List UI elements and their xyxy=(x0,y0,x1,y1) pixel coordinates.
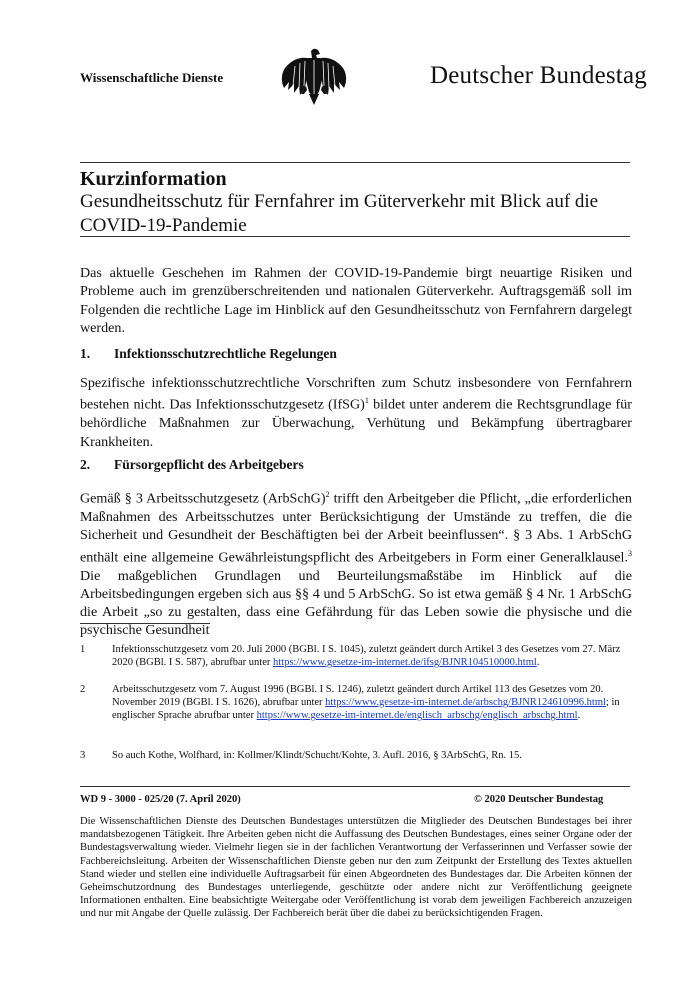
document-type: Kurzinformation xyxy=(80,168,227,190)
footnote-text: Infektionsschutzgesetz vom 20. Juli 2000 (BGBl. I S. 1045), zuletzt geändert durch Artikel 3 des Gesetzes vom 27. März 2020 (BGBl. I S. 587), abrufbar unter xyxy=(112,644,621,668)
page-title: Gesundheitsschutz für Fernfahrer im Güterverkehr mit Blick auf die COVID-19-Pandemie xyxy=(80,191,599,236)
section-1-text: Spezifische infektionsschutzrechtliche Vorschriften zum Schutz insbesondere von Fernfahrern bestehen nicht. Das Infektionsschutzgesetz (IfSG) xyxy=(80,375,632,413)
footnote-tail: . xyxy=(577,710,581,721)
header-institution: Deutscher Bundestag xyxy=(430,62,647,89)
footnote-link[interactable]: https://www.gesetze-im-internet.de/ifsg/BJNR104510000.html xyxy=(272,657,537,668)
copyright: © 2020 Deutscher Bundestag xyxy=(474,794,604,805)
footnote-ref-2[interactable]: 2 xyxy=(325,490,330,499)
title-rule-top xyxy=(80,162,630,163)
footnote-ref-3[interactable]: 3 xyxy=(628,548,632,558)
disclaimer: Die Wissenschaftlichen Dienste des Deutschen Bundestages unterstützen die Mitglieder des Deutschen Bundestages bei ihrer mandatsbezogenen Tätigkeit. Ihre Arbeiten geben nicht die Auffassung des Deutschen Bundestages, eines seiner Organe oder der Bundestagsverwaltung wieder. Vielmehr liegen sie in der fachlichen Verantwortung der Verfasserinnen und Verfasser sowie der Fachbereichsleitung. Arbeiten der Wissenschaftlichen Dienste geben nur den zum Zeitpunkt der Erstellung des Textes aktuellen Stand wieder und stellen eine individuelle Auftragsarbeit für einen Abgeordneten des Bundestages dar. Die Arbeiten können der Geheimschutzordnung des Bundestages unterliegende, geschützte oder andere nicht zur Veröffentlichung geeignete Informationen enthalten. Eine beabsichtigte Weitergabe oder Veröffentlichung ist vorab dem jeweiligen Fachbereich anzuzeigen und nur mit Angabe der Quelle zulässig. Der Fachbereich berät über die dabei zu berücksichtigenden Fragen. xyxy=(80,816,632,920)
federal-eagle-icon xyxy=(275,46,353,106)
section-2-heading xyxy=(80,457,304,473)
footnote-text: Arbeitsschutzgesetz vom 7. August 1996 (BGBl. I S. 1246), zuletzt geändert durch Artikel 113 des Gesetzes vom 20. November 2019 (BGBl. I S. 1626), abrufbar unter xyxy=(112,684,604,708)
footnote-text: So auch Kothe, Wolfhard, in: Kollmer/Klindt/Schucht/Kohte, 3. Aufl. 2016, § 3ArbSchG, Rn. 15. xyxy=(112,750,522,761)
footnote-number: 2 xyxy=(80,684,86,695)
footnote-separator xyxy=(80,623,210,624)
section-1-title: Infektionsschutzrechtliche Regelungen xyxy=(114,346,337,361)
section-1-heading xyxy=(80,346,337,362)
footnote-link[interactable]: https://www.gesetze-im-internet.de/arbschg/BJNR124610996.html xyxy=(325,697,606,708)
footnote-2 xyxy=(80,683,632,722)
section-1-paragraph xyxy=(80,374,632,451)
section-2-text-cont: trifft den Arbeitgeber die Pflicht, „die erforderlichen Maßnahmen des Arbeitsschutzes unter Berücksichtigung der Umstände zu treffen, die die Sicherheit und Gesundheit der Beschäftigten bei der Arbeit beeinflussen“. § 3 Abs. 1 ArbSchG enthält eine allgemeine Gewährleistungspflicht des Arbeitgebers in Form einer Generalklausel. xyxy=(80,490,632,566)
title-rule-bottom xyxy=(80,236,630,237)
footer-rule xyxy=(80,786,630,787)
footnote-1 xyxy=(80,643,632,669)
intro-paragraph: Das aktuelle Geschehen im Rahmen der COVID-19-Pandemie birgt neuartige Risiken und Probleme auch im grenzüberschreitenden und nationalen Güterverkehr. Auftragsgemäß soll im Folgenden die rechtliche Lage im Hinblick auf den Gesundheitsschutz von Fernfahrern dargelegt werden. xyxy=(80,265,632,336)
footnote-3 xyxy=(80,749,632,762)
footnote-number: 3 xyxy=(80,750,86,761)
section-1-number: 1. xyxy=(80,346,91,361)
section-2-text: Gemäß § 3 Arbeitsschutzgesetz (ArbSchG) xyxy=(80,490,326,507)
section-2-text-end: Die maßgeblichen Grundlagen und Beurteilungsmaßstäbe im Hinblick auf die Arbeitsbedingungen ergeben sich aus §§ 4 und 5 ArbSchG. So ist etwa gemäß § 4 Nr. 1 ArbSchG die Arbeit „so zu gestalten, dass eine Gefährdung für das Leben sowie die physische und die psychische Gesundheit xyxy=(80,567,632,639)
footnote-tail: . xyxy=(536,657,540,668)
section-2-title: Fürsorgepflicht des Arbeitgebers xyxy=(114,457,304,472)
document-reference: WD 9 - 3000 - 025/20 (7. April 2020) xyxy=(80,794,241,805)
section-2-number: 2. xyxy=(80,457,91,472)
section-2-paragraph xyxy=(80,486,632,640)
footnote-number: 1 xyxy=(80,644,86,655)
footnote-text-mid: ; in englischer Sprache abrufbar unter xyxy=(112,697,620,721)
section-1-text-cont: bildet unter anderem die Rechtsgrundlage für behördliche Maßnahmen zur Überwachung, Verhütung und Bekämpfung übertragbarer Krankheiten. xyxy=(80,396,632,450)
header-department: Wissenschaftliche Dienste xyxy=(80,70,224,85)
footnote-link-english[interactable]: https://www.gesetze-im-internet.de/englisch_arbschg/englisch_arbschg.html xyxy=(256,710,578,721)
footnote-ref-1[interactable]: 1 xyxy=(364,396,369,406)
